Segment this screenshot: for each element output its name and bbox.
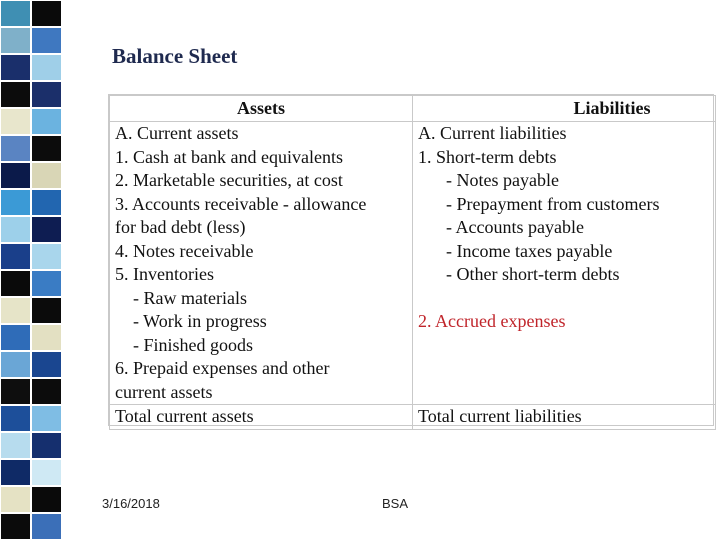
strip-square <box>1 109 30 134</box>
line-item: 6. Prepaid expenses and other <box>115 358 330 378</box>
strip-square <box>32 217 61 242</box>
line-item: - Work in progress <box>133 311 267 331</box>
strip-square <box>32 55 61 80</box>
total-assets-cell: Total current assets <box>110 405 413 430</box>
strip-square <box>1 298 30 323</box>
strip-square <box>32 190 61 215</box>
line-item: 2. Marketable securities, at cost <box>115 170 343 190</box>
table-total-row <box>110 405 716 430</box>
strip-square <box>1 82 30 107</box>
strip-square <box>32 379 61 404</box>
line-item: - Accounts payable <box>446 217 584 237</box>
line-item: 2. Accrued expenses <box>418 311 566 331</box>
strip-square <box>1 1 30 26</box>
strip-square <box>1 514 30 539</box>
liabilities-header: Liabilities <box>413 96 716 122</box>
strip-square <box>32 433 61 458</box>
line-item: current assets <box>115 381 213 402</box>
liabilities-cell <box>413 122 716 405</box>
strip-square <box>32 352 61 377</box>
line-item: - Income taxes payable <box>446 240 613 261</box>
strip-square <box>1 379 30 404</box>
line-item: 1. Cash at bank and equivalents <box>115 146 343 167</box>
strip-square <box>1 325 30 350</box>
strip-square <box>1 190 30 215</box>
assets-header: Assets <box>110 96 413 122</box>
line-item: - Notes payable <box>446 170 559 190</box>
strip-square <box>1 217 30 242</box>
strip-square <box>1 406 30 431</box>
footer-date: 3/16/2018 <box>102 496 160 511</box>
strip-square <box>32 325 61 350</box>
strip-square <box>32 271 61 296</box>
line-item: A. Current assets <box>115 123 239 143</box>
strip-square <box>32 487 61 512</box>
line-item: A. Current liabilities <box>418 123 567 143</box>
line-item <box>418 287 715 311</box>
strip-column-left <box>0 0 31 540</box>
strip-square <box>32 406 61 431</box>
strip-square <box>32 109 61 134</box>
strip-square <box>1 352 30 377</box>
strip-square <box>32 136 61 161</box>
strip-square <box>1 487 30 512</box>
slide-title: Balance Sheet <box>112 44 238 68</box>
table-body-row <box>110 122 716 405</box>
strip-square <box>1 163 30 188</box>
line-item: - Finished goods <box>133 334 254 355</box>
strip-square <box>32 82 61 107</box>
strip-square <box>1 55 30 80</box>
strip-square <box>32 163 61 188</box>
strip-square <box>1 136 30 161</box>
assets-cell <box>110 122 413 405</box>
total-liabilities-cell: Total current liabilities <box>413 405 716 430</box>
footer-label: BSA <box>382 496 409 511</box>
line-item: 5. Inventories <box>115 264 214 284</box>
strip-square <box>1 460 30 485</box>
strip-square <box>32 514 61 539</box>
strip-square <box>32 1 61 26</box>
strip-square <box>32 460 61 485</box>
strip-square <box>1 433 30 458</box>
strip-square <box>32 298 61 323</box>
strip-square <box>1 244 30 269</box>
line-item: 1. Short-term debts <box>418 146 557 167</box>
strip-square <box>1 28 30 53</box>
line-item: - Other short-term debts <box>446 264 620 284</box>
balance-sheet-table <box>108 94 714 426</box>
line-item: - Raw materials <box>133 287 247 308</box>
line-item: 4. Notes receivable <box>115 240 254 261</box>
decorative-square-strip <box>0 0 62 540</box>
line-item: - Prepayment from customers <box>446 193 660 214</box>
strip-column-right <box>31 0 62 540</box>
strip-square <box>32 244 61 269</box>
strip-square <box>1 271 30 296</box>
line-item: 3. Accounts receivable - allowance <box>115 193 367 214</box>
table-header-row <box>110 96 716 122</box>
line-item: for bad debt (less) <box>115 217 246 237</box>
strip-square <box>32 28 61 53</box>
